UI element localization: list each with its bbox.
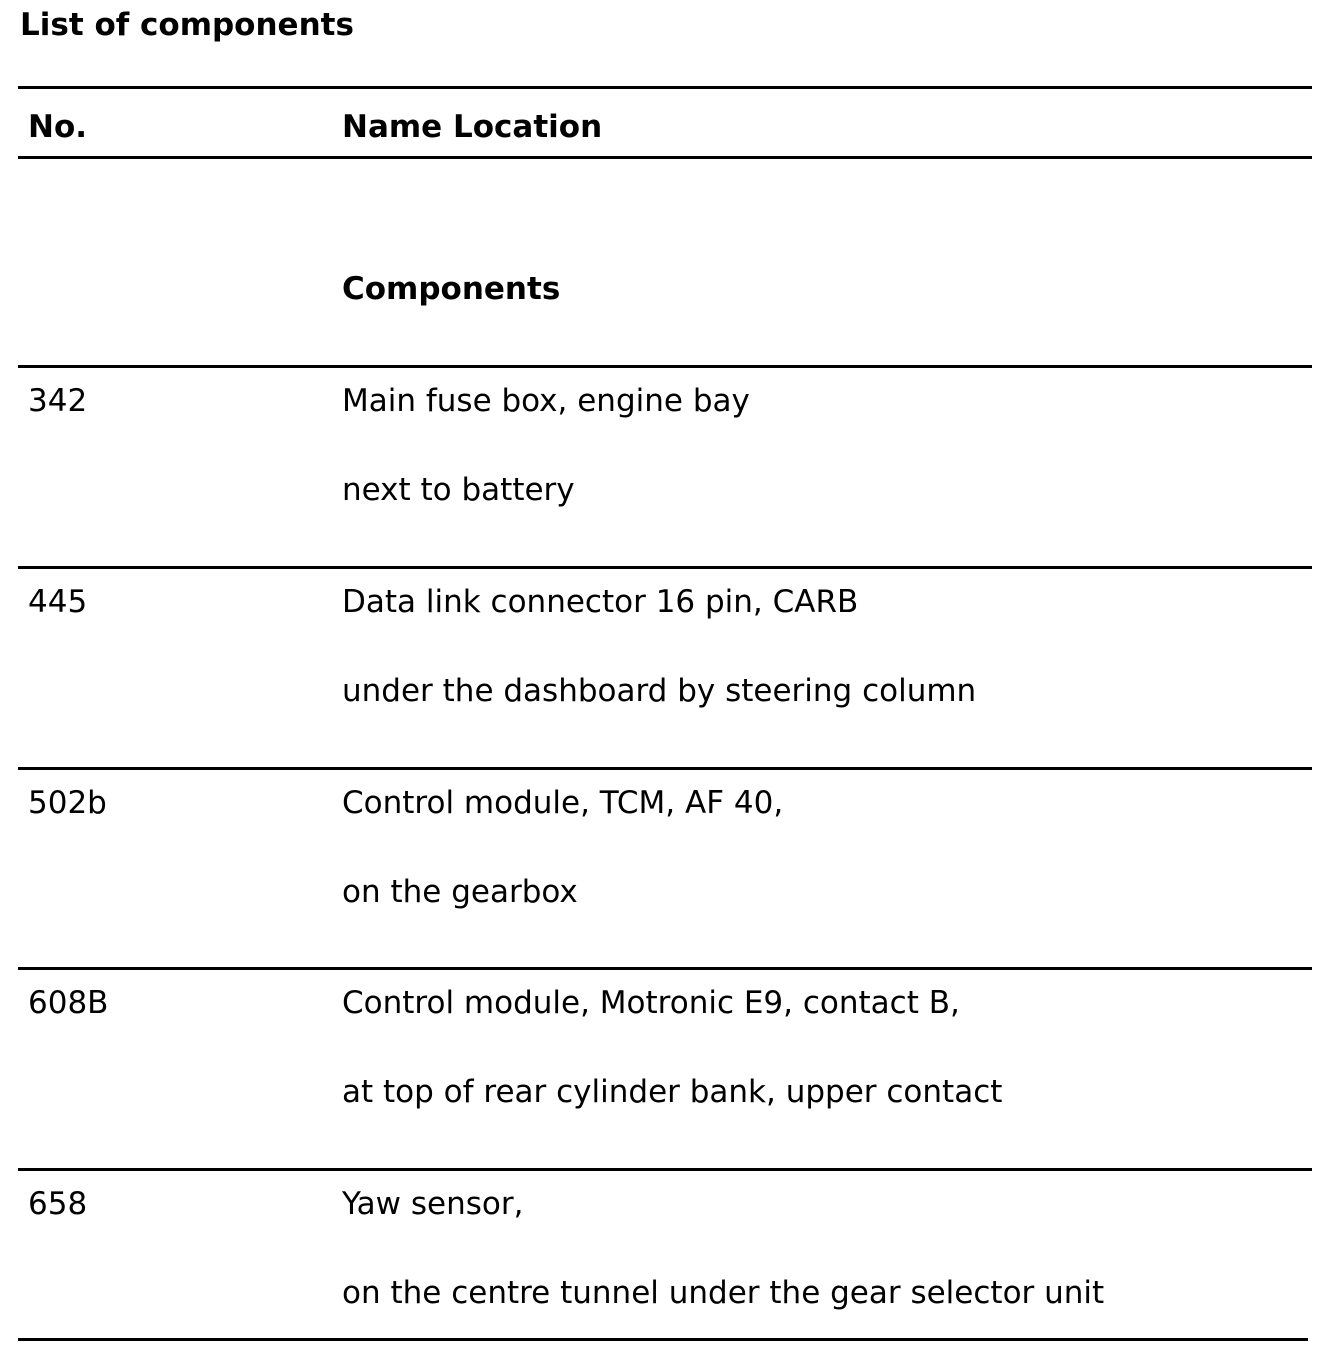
component-number: 342	[28, 383, 88, 419]
component-location: next to battery	[342, 472, 575, 508]
component-name: Control module, Motronic E9, contact B,	[342, 985, 960, 1021]
column-header-number: No.	[28, 109, 88, 145]
table-row	[0, 770, 1328, 970]
component-number: 502b	[28, 785, 107, 821]
table-row	[0, 970, 1328, 1170]
table-row	[0, 569, 1328, 769]
component-location: under the dashboard by steering column	[342, 673, 977, 709]
component-name: Control module, TCM, AF 40,	[342, 785, 784, 821]
component-name: Data link connector 16 pin, CARB	[342, 584, 859, 620]
table-bottom-rule	[18, 1338, 1308, 1341]
component-number: 658	[28, 1186, 88, 1222]
table-top-rule	[18, 86, 1312, 89]
component-location: on the gearbox	[342, 874, 578, 910]
component-number: 445	[28, 584, 88, 620]
table-row	[0, 1171, 1328, 1371]
table-row	[0, 368, 1328, 568]
page-title: List of components	[20, 7, 354, 43]
component-number: 608B	[28, 985, 109, 1021]
component-name: Yaw sensor,	[342, 1186, 524, 1222]
section-heading-components: Components	[342, 271, 561, 307]
component-location: on the centre tunnel under the gear selector unit	[342, 1275, 1105, 1311]
column-header-name-location: Name Location	[342, 109, 603, 145]
component-location: at top of rear cylinder bank, upper contact	[342, 1074, 1003, 1110]
header-bottom-rule	[18, 156, 1312, 159]
component-name: Main fuse box, engine bay	[342, 383, 750, 419]
